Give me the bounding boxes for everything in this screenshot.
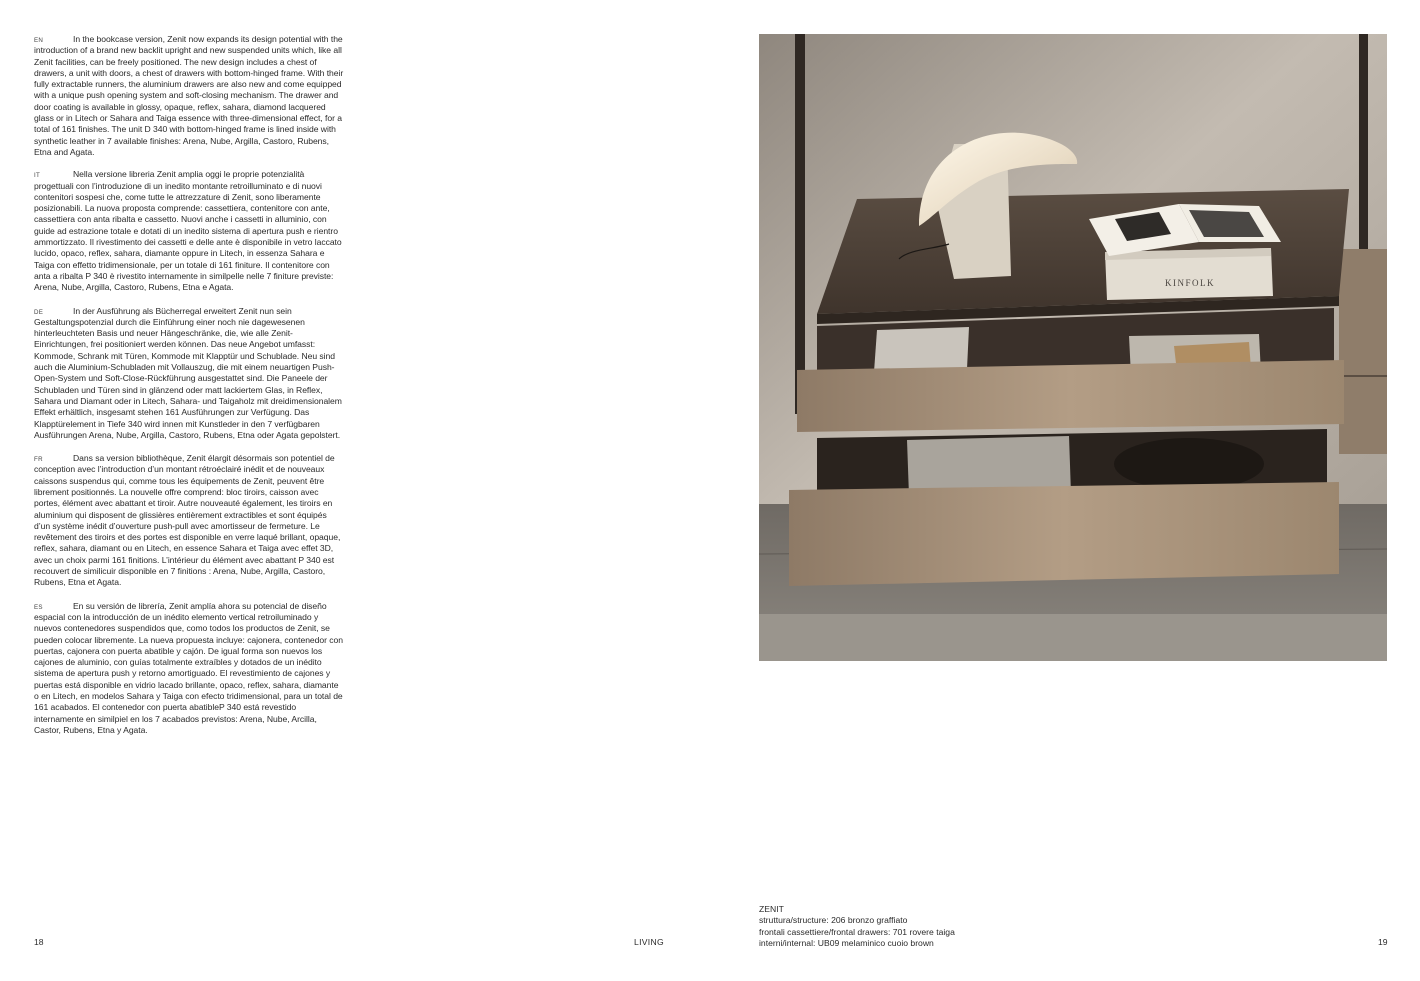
paragraph-fr [34, 453, 344, 589]
paragraph-text: In der Ausführung als Bücherregal erweitert Zenit nun sein Gestaltungspotenzial durch die Einführung einer noch nie dagewesenen hinterleuchteten Basis und neuer Hängeschränke, die, wie alle Zenit-Einrichtungen, frei positioniert werden können. Das neue Angebot umfasst: Kommode, Schrank mit Türen, Kommode mit Klapptür und Schublade. Neu sind auch die Aluminium-Schubladen mit Vollauszug, die mit einem neuartigen Push-Open-System und Soft-Close-Rückführung ausgestattet sind. Die Paneele der Schubladen und Türen sind in glänzend oder matt lackiertem Glas, in Reflex, Sahara und Diamant oder in Litech, Sahara- und Taigaholz mit dreidimensionalem Effekt erhältlich, insgesamt stehen 161 Ausführungen zur Verfügung. Das Klapptürelement in Tiefe 340 wird innen mit Kunstleder in den 7 verfügbaren Ausführungen Arena, Nube, Argilla, Castoro, Rubens, Etna oder Agata gepolstert. [34, 305, 342, 440]
caption-title: ZENIT [759, 904, 784, 914]
drawer-1-front [797, 360, 1344, 432]
upright-left [795, 34, 805, 414]
page-number-right: 19 [1378, 937, 1388, 947]
photo-caption [759, 904, 955, 950]
caption-line-internal: interni/internal: UB09 melaminico cuoio brown [759, 938, 934, 949]
language-code: ES [34, 603, 43, 611]
text-column [34, 34, 344, 748]
language-code: DE [34, 308, 44, 316]
language-code: FR [34, 456, 43, 464]
page-number-left: 18 [34, 937, 44, 947]
paragraph-en [34, 34, 344, 158]
book-spine-title: KINFOLK [1165, 278, 1215, 288]
caption-line-structure: struttura/structure: 206 bronzo graffiato [759, 915, 908, 926]
drawer-1-folder [874, 327, 969, 372]
paragraph-it [34, 169, 344, 293]
paragraph-de [34, 306, 344, 442]
drawer-2-object [1114, 438, 1264, 490]
product-photo [759, 34, 1387, 661]
language-code: IT [34, 172, 41, 180]
paragraph-text: Nella versione libreria Zenit amplia oggi le proprie potenzialità progettuali con l’introduzione di un inedito montante retroilluminato e di nuovi contenitori sospesi che, come tutte le attrezzature di Zenit, sono liberamente posizionabili. La nuova proposta comprende: cassettiera, contenitore con ante, cassettiera con anta ribalta e cassetto. Nuovi anche i cassetti in alluminio, con guide ad estrazione totale e dotati di un inedito sistema di apertura push e rientro ammortizzato. Il rivestimento dei cassetti e delle ante è disponibile in vetro laccato lucido, opaco, reflex, sahara, diamante oppure in Litech, in essenza Sahara e Taiga con effetto tridimensionale, per un totale di 161 finiture. Il contenitore con anta a ribalta P 340 è rivestito internamente in similpelle nelle 7 finiture previste: Arena, Nube, Argilla, Castoro, Rubens, Etna e Agata. [34, 169, 342, 293]
paragraph-text: Dans sa version bibliothèque, Zenit élargit désormais son potentiel de conception avec l’introduction d’un montant rétroéclairé inédit et de nouveaux caissons suspendus qui, comme tous les équipements de Zenit, peuvent être librement positionnés. La nouvelle offre comprend: bloc tiroirs, caisson avec portes, élément avec abattant et tiroir. Autre nouveauté également, les tiroirs en aluminium qui disposent de glissières entièrement extractibles et sont équipés d’un système inédit d’ouverture push-pull avec amortisseur de fermeture. Le revêtement des tiroirs et des portes est disponible en verre laqué brillant, opaque, reflex, sahara, diamant ou en Litech, en essence Sahara et Taiga avec effet 3D, avec un choix parmi 161 finitions. L’intérieur du élément avec abattant P 340 est recouvert de similicuir disponible en 7 finitions : Arena, Nube, Argilla, Castoro, Rubens, Etna et Agata. [34, 453, 341, 588]
side-cabinet [1339, 249, 1387, 454]
paragraph-es [34, 601, 344, 737]
product-photo-illustration [759, 34, 1387, 661]
section-label: LIVING [634, 937, 664, 947]
drawer-2-front [789, 482, 1339, 586]
language-code: EN [34, 37, 44, 44]
paragraph-text: En su versión de librería, Zenit amplía ahora su potencial de diseño espacial con la introducción de un inédito elemento vertical retroiluminado y nuevos contenedores suspendidos que, como todos los productos de Zenit, se pueden colocar libremente. La nueva propuesta incluye: cajonera, contenedor con puertas, cajonera con puerta abatible y cajón. De igual forma son nuevos los cajones de aluminio, con guías totalmente extraíbles y dotados de un inédito sistema de apertura push y retorno amortiguado. El revestimiento de cajones y puertas está disponible en vidrio lacado brillante, opaco, reflex, sahara, diamante o en Litech, en modelos Sahara y Taiga con efecto tridimensional, para un total de 161 acabados. El contenedor con puerta abatibleP 340 está revestido internamente en similpiel en los 7 acabados previstos: Arena, Nube, Arcilla, Castor, Rubens, Etna y Agata. [34, 600, 343, 735]
rug [759, 614, 1387, 661]
paragraph-text: In the bookcase version, Zenit now expands its design potential with the introduction of a brand new backlit upright and new suspended units which, like all Zenit facilities, can be freely positioned. The new design includes a chest of drawers, a unit with doors, a chest of drawers with bottom-hinged frame. With their fully extractable runners, the aluminium drawers are also new and come equipped with a unique push opening system and soft-closing mechanism. The drawer and door coating is available in glossy, opaque, reflex, sahara, diamond lacquered glass or in Litech or Sahara and Taiga essence with three-dimensional effect, for a total of 161 finishes. The unit D 340 with bottom-hinged frame is lined inside with synthetic leather in 7 available finishes: Arena, Nube, Argilla, Castoro, Rubens, Etna and Agata. [34, 34, 344, 157]
caption-line-drawers: frontali cassettiere/frontal drawers: 701 rovere taiga [759, 926, 955, 937]
